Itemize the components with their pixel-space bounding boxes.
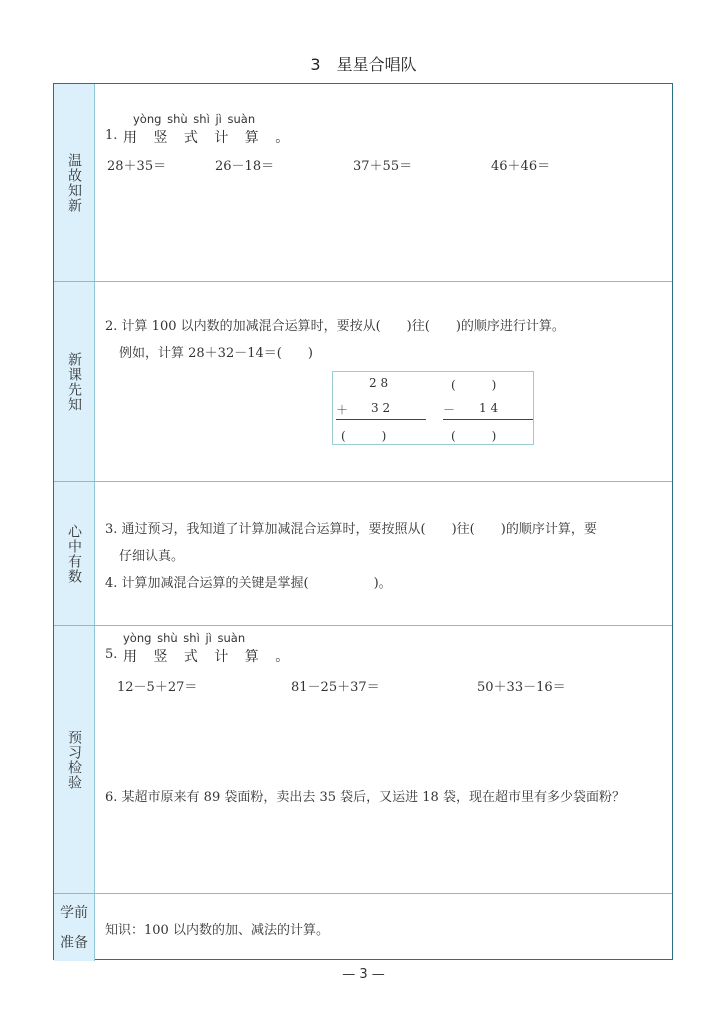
section-label-prep: 学前 准备 xyxy=(54,894,95,961)
expression: 46＋46＝ xyxy=(491,159,551,174)
section-check-content xyxy=(95,626,672,893)
expression: 81－25＋37＝ xyxy=(291,680,380,695)
section-summary xyxy=(54,482,672,626)
calc-line xyxy=(336,419,426,420)
pinyin-annotation: yòng shù shì jì suàn xyxy=(123,631,246,645)
section-prep xyxy=(54,894,672,961)
question-2-text: 2. 计算 100 以内数的加减混合运算时，要按从( )往( )的顺序进行计算。 xyxy=(105,319,565,334)
section-review xyxy=(54,84,672,282)
section-preview xyxy=(54,282,672,482)
section-prep-content xyxy=(95,894,672,961)
question-2-example: 例如，计算 28＋32－14＝( ) xyxy=(119,346,313,361)
question-5-number: 5. xyxy=(105,647,118,662)
expression: 12－5＋27＝ xyxy=(117,680,198,695)
vertical-calculation-box: 2 8 ＋ 3 2 ( ) ( ) － 1 4 ( ) xyxy=(332,371,534,445)
page-title xyxy=(0,52,727,75)
question-3-text: 3. 通过预习，我知道了计算加减混合运算时，要按照从( )往( )的顺序计算，要 xyxy=(105,522,597,537)
question-3-text-cont: 仔细认真。 xyxy=(119,549,185,564)
calc-line xyxy=(443,419,533,420)
section-preview-content xyxy=(95,282,672,481)
question-6-text: 6. 某超市原来有 89 袋面粉，卖出去 35 袋后，又运进 18 袋，现在超市里有多少袋面粉？ xyxy=(105,790,625,805)
section-review-content xyxy=(95,84,672,281)
question-4-text: 4. 计算加减混合运算的关键是掌握( )。 xyxy=(105,576,392,591)
section-label-summary: 心中有数 xyxy=(54,482,95,625)
expression: 50＋33－16＝ xyxy=(477,680,566,695)
lesson-title: 星星合唱队 xyxy=(336,55,417,74)
section-label-preview: 新课先知 xyxy=(54,282,95,481)
pinyin-annotation: yòng shù shì jì suàn xyxy=(133,112,256,126)
page-number: — 3 — xyxy=(342,967,385,982)
worksheet-table xyxy=(53,83,673,960)
question-5-heading: 用 竖 式 计 算 。 xyxy=(123,649,296,665)
section-label-check: 预习检验 xyxy=(54,626,95,893)
section-summary-content xyxy=(95,482,672,625)
section-check xyxy=(54,626,672,894)
expression: 28＋35＝ xyxy=(107,159,167,174)
prep-knowledge-text: 知识：100 以内数的加、减法的计算。 xyxy=(105,923,329,938)
lesson-number: 3 xyxy=(310,55,321,74)
expression: 37＋55＝ xyxy=(353,159,413,174)
expression: 26－18＝ xyxy=(215,159,275,174)
question-1-heading: 用 竖 式 计 算 。 xyxy=(123,130,296,146)
section-label-review: 温故知新 xyxy=(54,84,95,281)
question-1-number: 1. xyxy=(105,128,118,143)
